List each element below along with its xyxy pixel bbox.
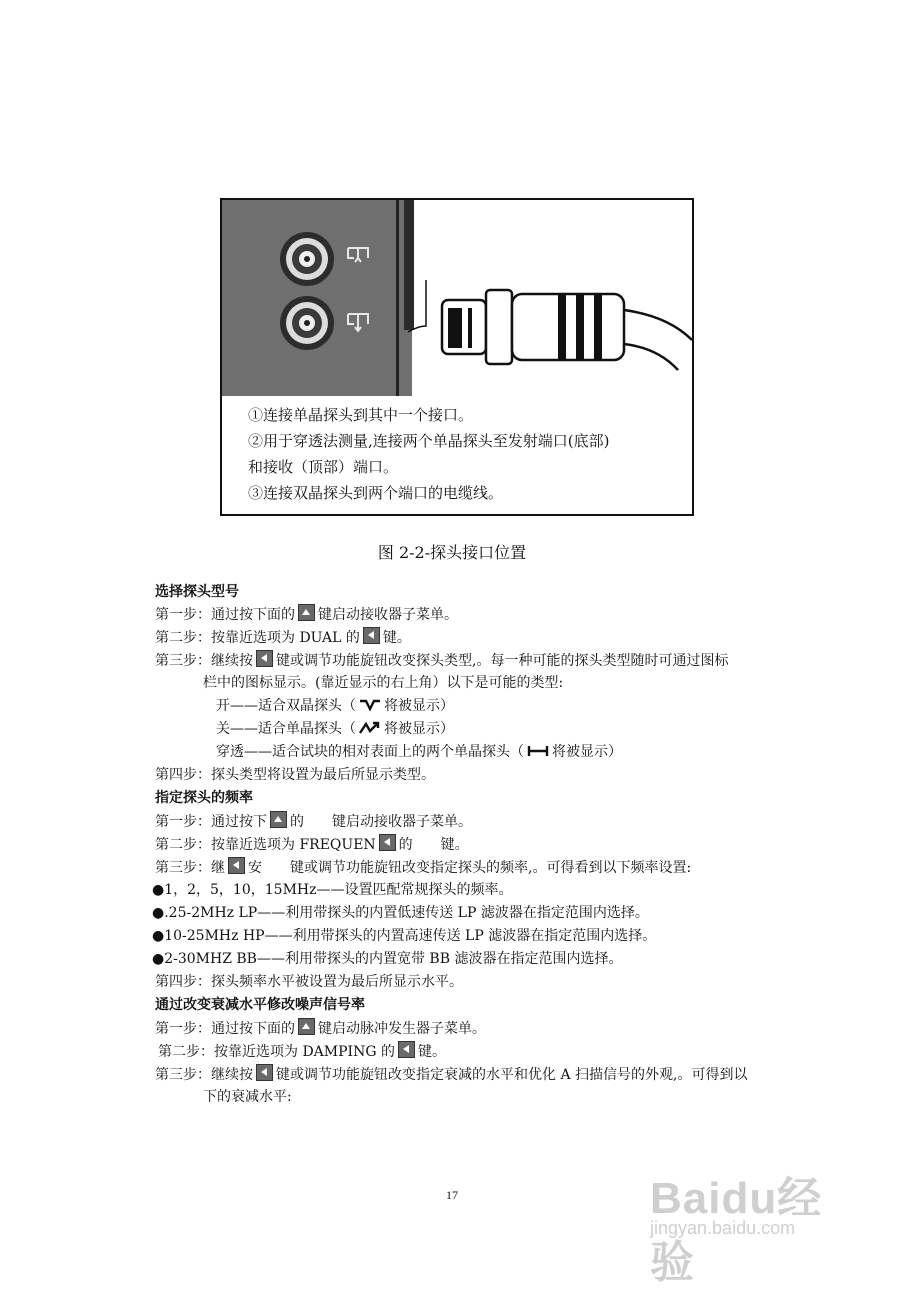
single-probe-icon xyxy=(358,721,382,735)
step-text: 第一步：通过按下面的 xyxy=(155,1021,295,1037)
step-text: 第三步：继续按 xyxy=(155,653,253,669)
probe-type-line xyxy=(216,742,622,763)
bullet-item: ●1，2，5，10，15MHz——设置匹配常规探头的频率。 xyxy=(152,882,513,898)
figure-caption-line: ②用于穿透法测量,连接两个单晶探头至发射端口(底部) xyxy=(248,432,610,450)
up-arrow-key-icon xyxy=(270,811,287,828)
step-line: 栏中的图标显示。(靠近显示的右上角）以下是可能的类型: xyxy=(203,675,564,691)
step-line xyxy=(155,1018,486,1040)
step-line: 下的衰减水平: xyxy=(203,1089,292,1105)
figure-caption-line: ③连接双晶探头到两个端口的电缆线。 xyxy=(248,484,504,502)
figure-caption-line: 和接收（顶部）端口。 xyxy=(248,458,399,476)
figure-caption-line: ①连接单晶探头到其中一个接口。 xyxy=(248,406,474,424)
step-line xyxy=(155,627,411,649)
step-text: 第三步：继 xyxy=(155,860,225,876)
step-text: 键。 xyxy=(417,1044,446,1060)
step-text: 第二步：按靠近选项为 DUAL 的 xyxy=(155,630,360,646)
through-transmission-icon xyxy=(526,744,550,758)
page-number: 17 xyxy=(446,1188,458,1202)
step-line xyxy=(155,1064,747,1086)
transmit-port-icon xyxy=(344,310,372,334)
type-text: 关——适合单晶探头（ xyxy=(216,721,356,737)
left-arrow-key-icon xyxy=(256,1064,273,1081)
receive-port-icon xyxy=(344,244,372,268)
step-line xyxy=(155,834,469,856)
instrument-panel-photo xyxy=(222,200,412,396)
step-text: 键或调节功能旋钮改变探头类型,。每一种可能的探头类型随时可通过图标 xyxy=(276,653,729,669)
left-arrow-key-icon xyxy=(256,650,273,667)
step-line xyxy=(155,604,458,626)
probe-type-line xyxy=(216,719,454,740)
bullet-item: ●.25-2MHz LP——利用带探头的内置低速传送 LP 滤波器在指定范围内选择。 xyxy=(152,905,649,921)
step-line xyxy=(155,650,728,672)
probe-connector-figure xyxy=(220,198,694,516)
type-text: 将被显示） xyxy=(552,744,622,760)
step-line: 第四步：探头频率水平被设置为最后所显示水平。 xyxy=(155,974,463,990)
dual-probe-icon xyxy=(358,698,382,712)
left-arrow-key-icon xyxy=(398,1041,415,1058)
type-text: 将被显示） xyxy=(384,721,454,737)
step-text: 的 键。 xyxy=(398,837,469,853)
section-heading: 选择探头型号 xyxy=(155,584,239,600)
step-text: 安 键或调节功能旋钮改变指定探头的频率,。可得看到以下频率设置: xyxy=(248,860,692,876)
probe-type-line xyxy=(216,696,454,717)
left-arrow-key-icon xyxy=(363,627,380,644)
type-text: 穿透——适合试块的相对表面上的两个单晶探头（ xyxy=(216,744,524,760)
step-text: 第一步：通过按下面的 xyxy=(155,607,295,623)
bnc-connector-top xyxy=(280,232,334,286)
left-arrow-key-icon xyxy=(379,834,396,851)
step-text: 键或调节功能旋钮改变指定衰减的水平和优化 A 扫描信号的外观,。可得到以 xyxy=(276,1067,748,1083)
watermark-logo-text: Baidu经验 xyxy=(650,1174,823,1287)
step-text: 第一步：通过按下 xyxy=(155,814,267,830)
figure-title: 图 2-2-探头接口位置 xyxy=(377,543,527,562)
step-text: 第二步：按靠近选项为 DAMPING 的 xyxy=(158,1044,395,1060)
type-text: 开——适合双晶探头（ xyxy=(216,698,356,714)
step-text: 键启动脉冲发生器子菜单。 xyxy=(318,1021,486,1037)
bullet-item: ●10-25MHz HP——利用带探头的内置高速传送 LP 滤波器在指定范围内选择。 xyxy=(152,928,657,944)
step-line xyxy=(155,811,472,833)
step-text: 键。 xyxy=(382,630,411,646)
step-text: 键启动接收器子菜单。 xyxy=(318,607,458,623)
step-line: 第四步：探头类型将设置为最后所显示类型。 xyxy=(155,767,435,783)
step-text: 第三步：继续按 xyxy=(155,1067,253,1083)
step-line xyxy=(155,857,691,879)
up-arrow-key-icon xyxy=(298,1018,315,1035)
watermark-url: jingyan.baidu.com xyxy=(650,1218,796,1238)
probe-cable-icon xyxy=(408,260,692,400)
bullet-item: ●2-30MHZ BB——利用带探头的内置宽带 BB 滤波器在指定范围内选择。 xyxy=(152,951,623,967)
baidu-watermark xyxy=(640,1150,850,1287)
section-heading: 指定探头的频率 xyxy=(155,790,253,806)
left-arrow-key-icon xyxy=(228,857,245,874)
step-text: 的 键启动接收器子菜单。 xyxy=(290,814,472,830)
bnc-connector-bottom xyxy=(280,296,334,350)
section-heading: 通过改变衰减水平修改噪声信号率 xyxy=(155,997,365,1013)
up-arrow-key-icon xyxy=(298,604,315,621)
step-text: 第二步：按靠近选项为 FREQUEN xyxy=(155,837,376,853)
step-line xyxy=(158,1041,446,1063)
panel-divider xyxy=(396,200,399,396)
type-text: 将被显示） xyxy=(384,698,454,714)
